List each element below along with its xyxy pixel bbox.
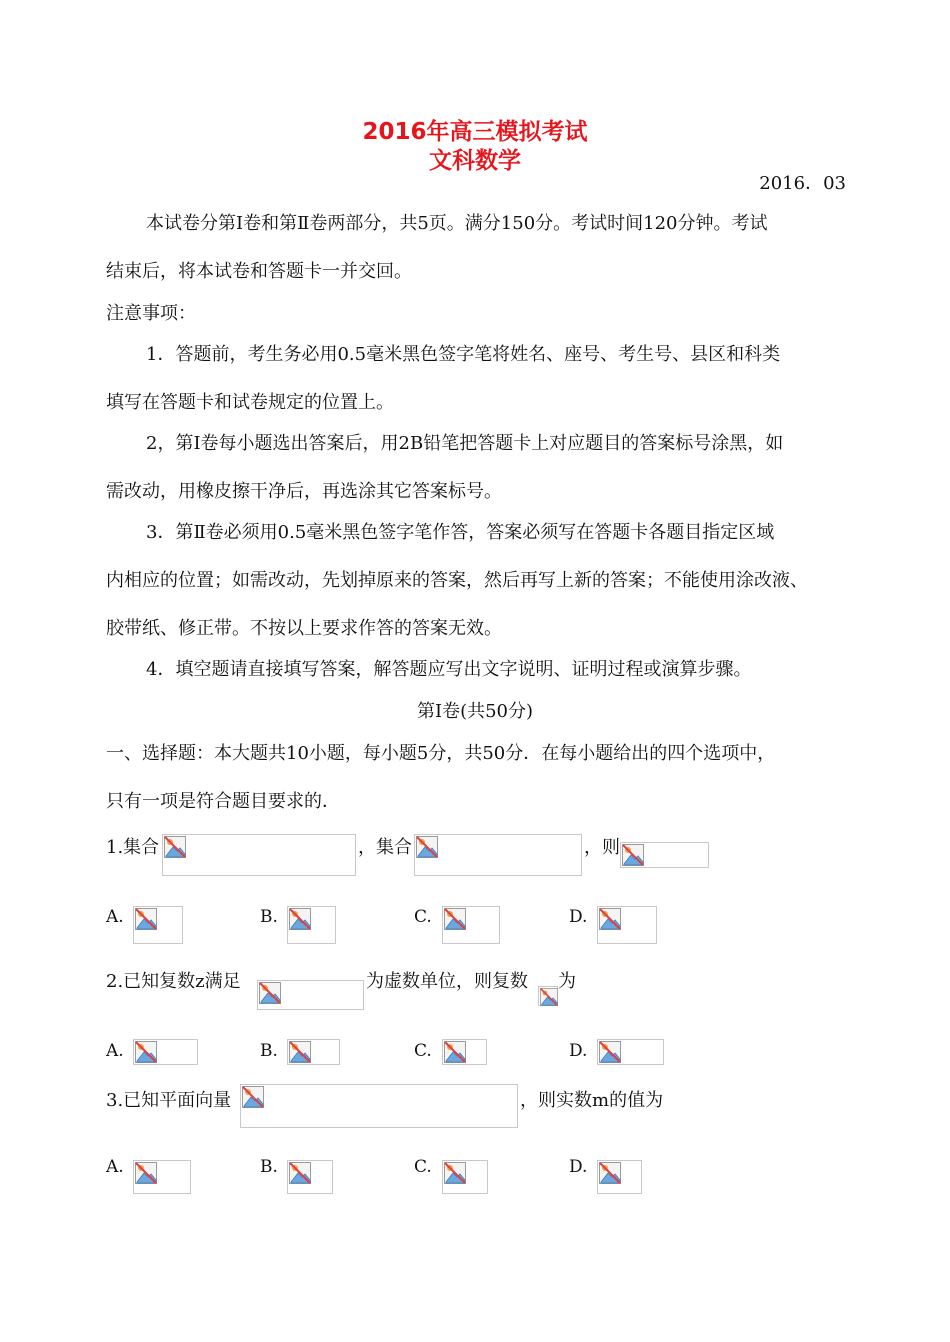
note-3-line-1: 3．第Ⅱ卷必须用0.5毫米黑色签字笔作答，答案必须写在答题卡各题目指定区域	[146, 522, 775, 543]
question-3-option-b[interactable]	[287, 1160, 333, 1194]
question-1-option-a-label: A.	[106, 907, 124, 927]
broken-image-icon	[416, 836, 438, 858]
question-1-formula-3	[620, 842, 709, 868]
question-2-text-3: 为	[558, 971, 576, 992]
question-3-option-a[interactable]	[133, 1160, 191, 1194]
question-2-option-a-label: A.	[106, 1041, 124, 1061]
question-1-option-c-label: C.	[414, 907, 432, 927]
question-1-option-b[interactable]	[287, 906, 336, 944]
broken-image-icon	[599, 1162, 621, 1184]
broken-image-icon	[622, 844, 644, 866]
question-3-formula-1	[240, 1084, 518, 1128]
broken-image-icon	[135, 1162, 157, 1184]
question-3-option-c-label: C.	[414, 1157, 432, 1177]
question-3-option-a-label: A.	[106, 1157, 124, 1177]
section-heading: 第Ⅰ卷(共50分)	[416, 701, 534, 722]
broken-image-icon	[164, 836, 186, 858]
broken-image-icon	[259, 982, 281, 1004]
question-3-option-d[interactable]	[597, 1160, 642, 1194]
question-2-option-c-label: C.	[414, 1041, 432, 1061]
broken-image-icon	[599, 908, 621, 930]
question-2-text-1: 2.已知复数z满足	[106, 971, 241, 992]
note-1-line-1: 1．答题前，考生务必用0.5毫米黑色签字笔将姓名、座号、考生号、县区和科类	[146, 344, 781, 365]
broken-image-icon	[444, 908, 466, 930]
broken-image-icon	[135, 1041, 157, 1063]
question-1-text-1: 1.集合	[106, 837, 160, 858]
question-1-text-2: ，集合	[358, 837, 412, 858]
broken-image-icon	[444, 1041, 466, 1063]
note-1-line-2: 填写在答题卡和试卷规定的位置上。	[106, 392, 394, 413]
question-2-formula-1	[257, 980, 364, 1010]
question-3-option-b-label: B.	[260, 1157, 278, 1177]
broken-image-icon	[135, 908, 157, 930]
broken-image-icon	[540, 988, 558, 1006]
question-2-option-d[interactable]	[597, 1039, 664, 1065]
question-3-text-2: ，则实数m的值为	[520, 1090, 664, 1111]
question-2-text-2: 为虚数单位，则复数	[366, 971, 528, 992]
question-1-option-d-label: D.	[569, 907, 588, 927]
intro-paragraph-line-1: 本试卷分第Ⅰ卷和第Ⅱ卷两部分，共5页。满分150分。考试时间120分钟。考试	[146, 213, 768, 234]
question-2-option-a[interactable]	[133, 1039, 198, 1065]
question-2-formula-2	[538, 986, 558, 1006]
note-4-line-1: 4．填空题请直接填写答案，解答题应写出文字说明、证明过程或演算步骤。	[146, 659, 752, 680]
section-intro-line-2: 只有一项是符合题目要求的．	[106, 791, 340, 812]
question-1-formula-1	[162, 834, 356, 876]
question-1-option-b-label: B.	[260, 907, 278, 927]
note-3-line-2: 内相应的位置；如需改动，先划掉原来的答案，然后再写上新的答案；不能使用涂改液、	[106, 570, 808, 591]
broken-image-icon	[289, 1162, 311, 1184]
notes-heading: 注意事项：	[106, 303, 196, 324]
question-2-option-c[interactable]	[442, 1039, 487, 1065]
broken-image-icon	[242, 1086, 264, 1108]
broken-image-icon	[599, 1041, 621, 1063]
note-2-line-1: 2，第Ⅰ卷每小题选出答案后，用2B铅笔把答题卡上对应题目的答案标号涂黑，如	[146, 433, 784, 454]
question-1-option-d[interactable]	[597, 906, 657, 944]
broken-image-icon	[444, 1162, 466, 1184]
exam-date: 2016．03	[759, 173, 846, 194]
question-1-formula-2	[414, 834, 582, 876]
question-1-option-a[interactable]	[133, 906, 183, 944]
broken-image-icon	[289, 908, 311, 930]
question-3-option-d-label: D.	[569, 1157, 588, 1177]
question-2-option-d-label: D.	[569, 1041, 588, 1061]
question-2-option-b[interactable]	[287, 1039, 340, 1065]
question-3-text-1: 3.已知平面向量	[106, 1090, 232, 1111]
intro-paragraph-line-2: 结束后，将本试卷和答题卡一并交回。	[106, 261, 412, 282]
question-1-text-3: ，则	[584, 837, 620, 858]
question-1-option-c[interactable]	[442, 906, 500, 944]
note-2-line-2: 需改动，用橡皮擦干净后，再选涂其它答案标号。	[106, 481, 502, 502]
title-line-1: 2016年高三模拟考试	[362, 119, 588, 145]
section-intro-line-1: 一、选择题：本大题共10小题，每小题5分，共50分．在每小题给出的四个选项中，	[106, 743, 776, 764]
question-2-option-b-label: B.	[260, 1041, 278, 1061]
question-3-option-c[interactable]	[442, 1160, 488, 1194]
note-3-line-3: 胶带纸、修正带。不按以上要求作答的答案无效。	[106, 618, 502, 639]
title-line-2: 文科数学	[429, 148, 521, 174]
broken-image-icon	[289, 1041, 311, 1063]
